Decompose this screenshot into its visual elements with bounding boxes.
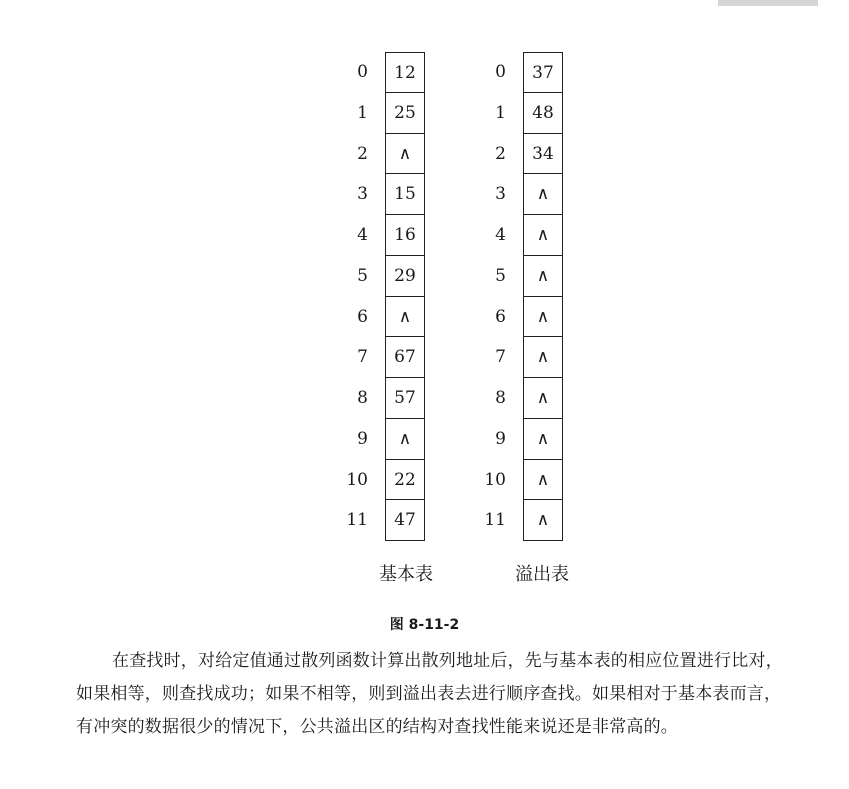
table-cell: 47 [385,500,425,541]
row-index: 4 [357,225,368,245]
row-index: 7 [495,347,506,368]
table-cell: 37 [523,52,563,93]
table-cell: 16 [385,215,425,256]
row-index: 10 [484,469,506,490]
table-cell: ∧ [523,337,563,378]
row-index: 3 [495,184,506,205]
row-index: 7 [357,347,368,368]
row-index: 11 [346,510,368,531]
table-cell: ∧ [385,134,425,175]
row-index: 2 [357,143,368,164]
row-index: 5 [357,265,368,286]
table-cell: ∧ [523,378,563,419]
row-index: 8 [357,388,368,408]
table-cell: 67 [385,337,425,378]
table-cell: ∧ [523,215,563,256]
table-cell: ∧ [523,297,563,338]
row-index: 1 [357,102,368,123]
page-header-mark [718,0,818,6]
row-index: 6 [495,306,506,327]
row-index: 0 [357,62,368,82]
row-index: 5 [495,265,506,286]
row-index: 2 [495,143,506,164]
table-cell: ∧ [385,419,425,460]
table-cell: 22 [385,460,425,501]
row-index: 8 [495,388,506,408]
table-cell: ∧ [523,500,563,541]
table-cell: 48 [523,93,563,134]
table-cell: 57 [385,378,425,419]
body-paragraph: 在查找时，对给定值通过散列函数计算出散列地址后，先与基本表的相应位置进行比对，如果相等，则查找成功；如果不相等，则到溢出表去进行顺序查找。如果相对于基本表而言，有冲突的数据很少的情况下，公共溢出区的结构对查找性能来说还是非常高的。 [76,651,783,737]
row-index: 10 [346,469,368,490]
table-cell: 15 [385,174,425,215]
row-index: 3 [357,184,368,205]
base-table-caption: 基本表 [379,564,433,585]
table-cell: 25 [385,93,425,134]
row-index: 11 [484,510,506,531]
overflow-table-caption: 溢出表 [515,564,569,585]
row-index: 0 [495,62,506,82]
row-index: 6 [357,306,368,327]
table-cell: ∧ [523,174,563,215]
row-index: 4 [495,225,506,245]
table-cell: 12 [385,52,425,93]
table-cell: ∧ [523,419,563,460]
row-index: 9 [357,428,368,449]
table-cell: 29 [385,256,425,297]
table-cell: ∧ [385,297,425,338]
figure-caption: 图 8-11-2 [389,617,460,633]
row-index: 9 [495,428,506,449]
table-cell: 34 [523,134,563,175]
row-index: 1 [495,102,506,123]
table-cell: ∧ [523,256,563,297]
table-cell: ∧ [523,460,563,501]
